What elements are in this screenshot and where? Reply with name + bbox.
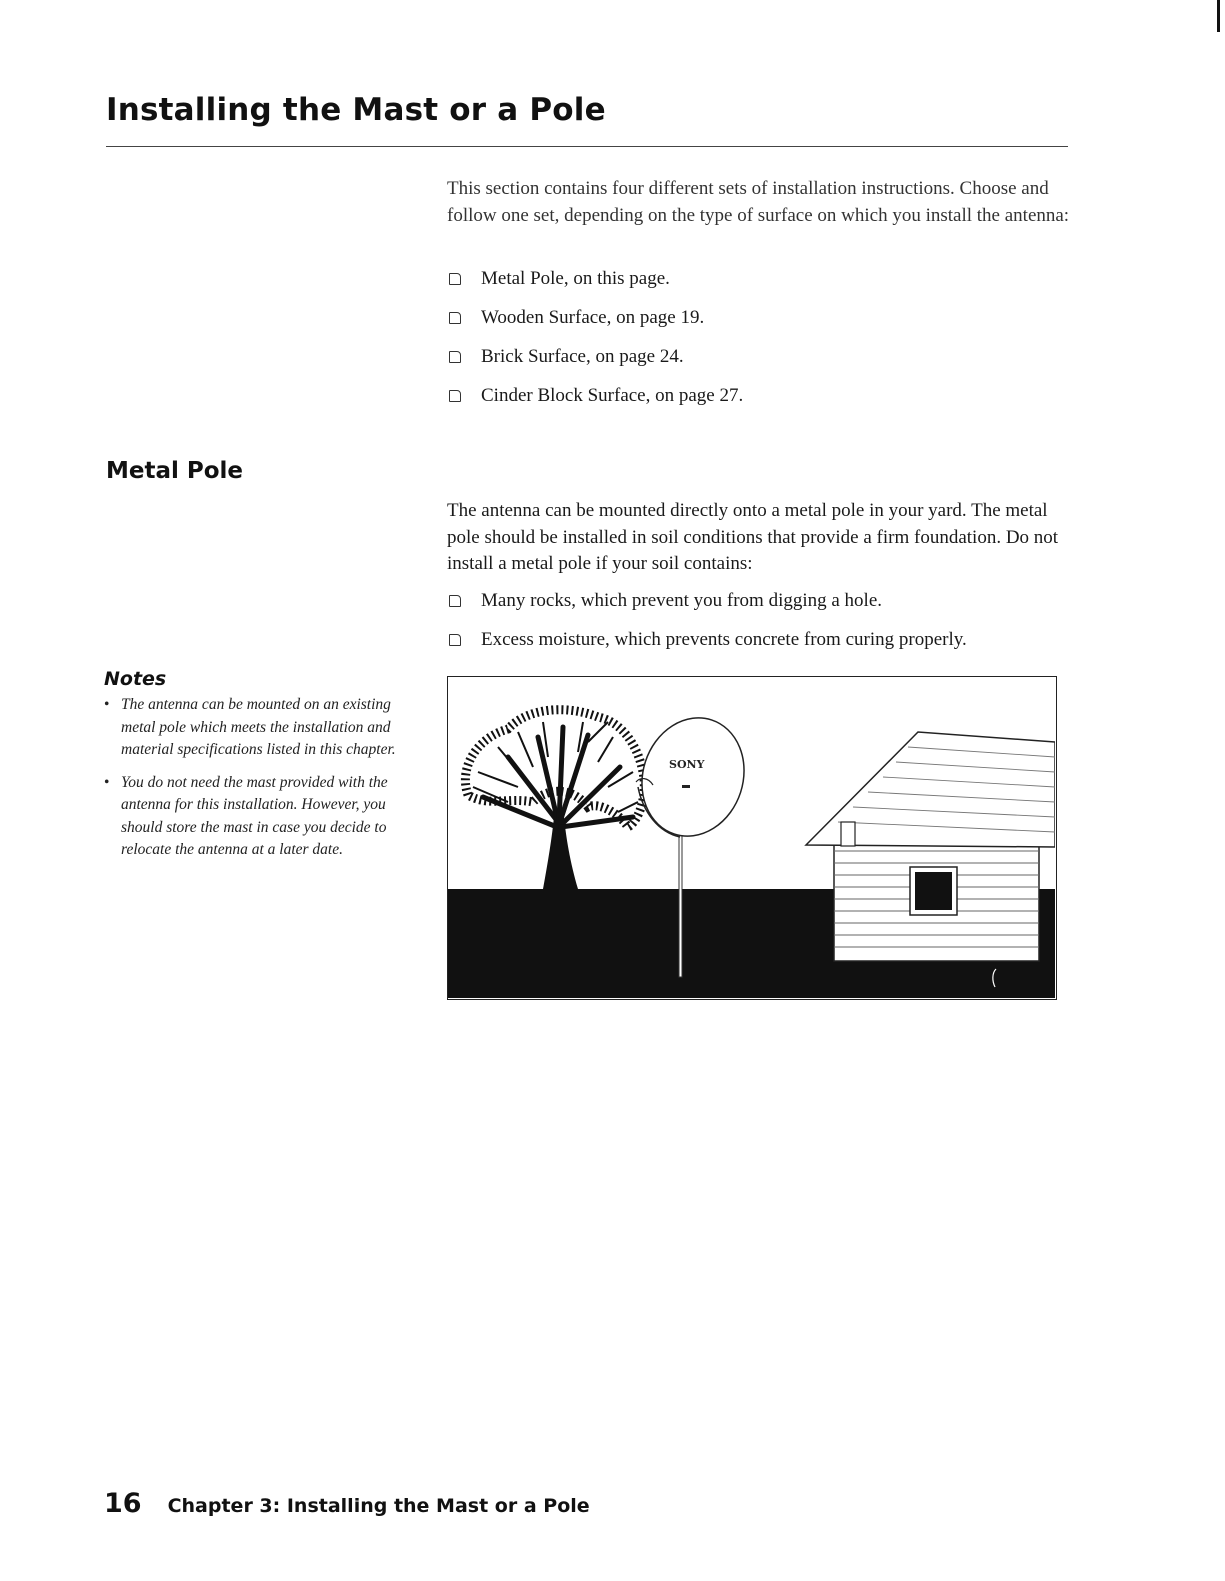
page-edge-mark [1217, 0, 1220, 32]
checkbox-icon [449, 273, 461, 285]
notes-title: Notes [104, 668, 167, 690]
option-label: Metal Pole, on this page. [481, 268, 670, 289]
soil-conditions-list [447, 588, 1072, 666]
checkbox-icon [449, 312, 461, 324]
intro-block [447, 176, 1072, 229]
antenna-illustration [447, 676, 1057, 1000]
note-item: • The antenna can be mounted on an existing metal pole which meets the installation and material specifications listed in this chapter. [104, 694, 404, 762]
condition-label: Many rocks, which prevent you from digging a hole. [481, 590, 883, 611]
metal-pole-shape [679, 835, 682, 977]
page-number: 16 [104, 1488, 142, 1519]
list-item [447, 588, 1072, 627]
intro-paragraph: This section contains four different sets of installation instructions. Choose and follow one set, depending on the type of surface on which you install the antenna: [447, 178, 1070, 226]
satellite-dish-icon [627, 704, 759, 849]
yard-scene-drawing [448, 677, 1055, 998]
section-heading: Metal Pole [106, 458, 244, 484]
dish-logo: SONY [669, 758, 705, 771]
notes-sidebar [104, 668, 404, 872]
list-item [447, 305, 1072, 344]
page-title: Installing the Mast or a Pole [106, 92, 606, 128]
list-item [447, 627, 1072, 666]
checkbox-icon [449, 351, 461, 363]
title-rule [106, 146, 1068, 147]
house-icon [806, 732, 1055, 987]
option-label: Brick Surface, on page 24. [481, 346, 684, 367]
list-item [447, 383, 1072, 422]
intro-options-list [447, 266, 1072, 422]
checkbox-icon [449, 634, 461, 646]
list-item [447, 266, 1072, 305]
checkbox-icon [449, 595, 461, 607]
list-item [447, 344, 1072, 383]
page-footer [104, 1488, 590, 1519]
metal-pole-paragraph: The antenna can be mounted directly onto a metal pole in your yard. The metal pole should be installed in soil conditions that provide a firm foundation. Do not install a metal pole if your soil contains: [447, 500, 1059, 574]
tree-icon [465, 710, 644, 889]
metal-pole-block [447, 498, 1072, 578]
condition-label: Excess moisture, which prevents concrete from curing properly. [481, 629, 967, 650]
checkbox-icon [449, 390, 461, 402]
footer-chapter-title: Chapter 3: Installing the Mast or a Pole [167, 1495, 590, 1517]
note-item: • You do not need the mast provided with the antenna for this installation. However, you should store the mast in case you decide to relocate the antenna at a later date. [104, 772, 404, 862]
option-label: Wooden Surface, on page 19. [481, 307, 705, 328]
option-label: Cinder Block Surface, on page 27. [481, 385, 744, 406]
